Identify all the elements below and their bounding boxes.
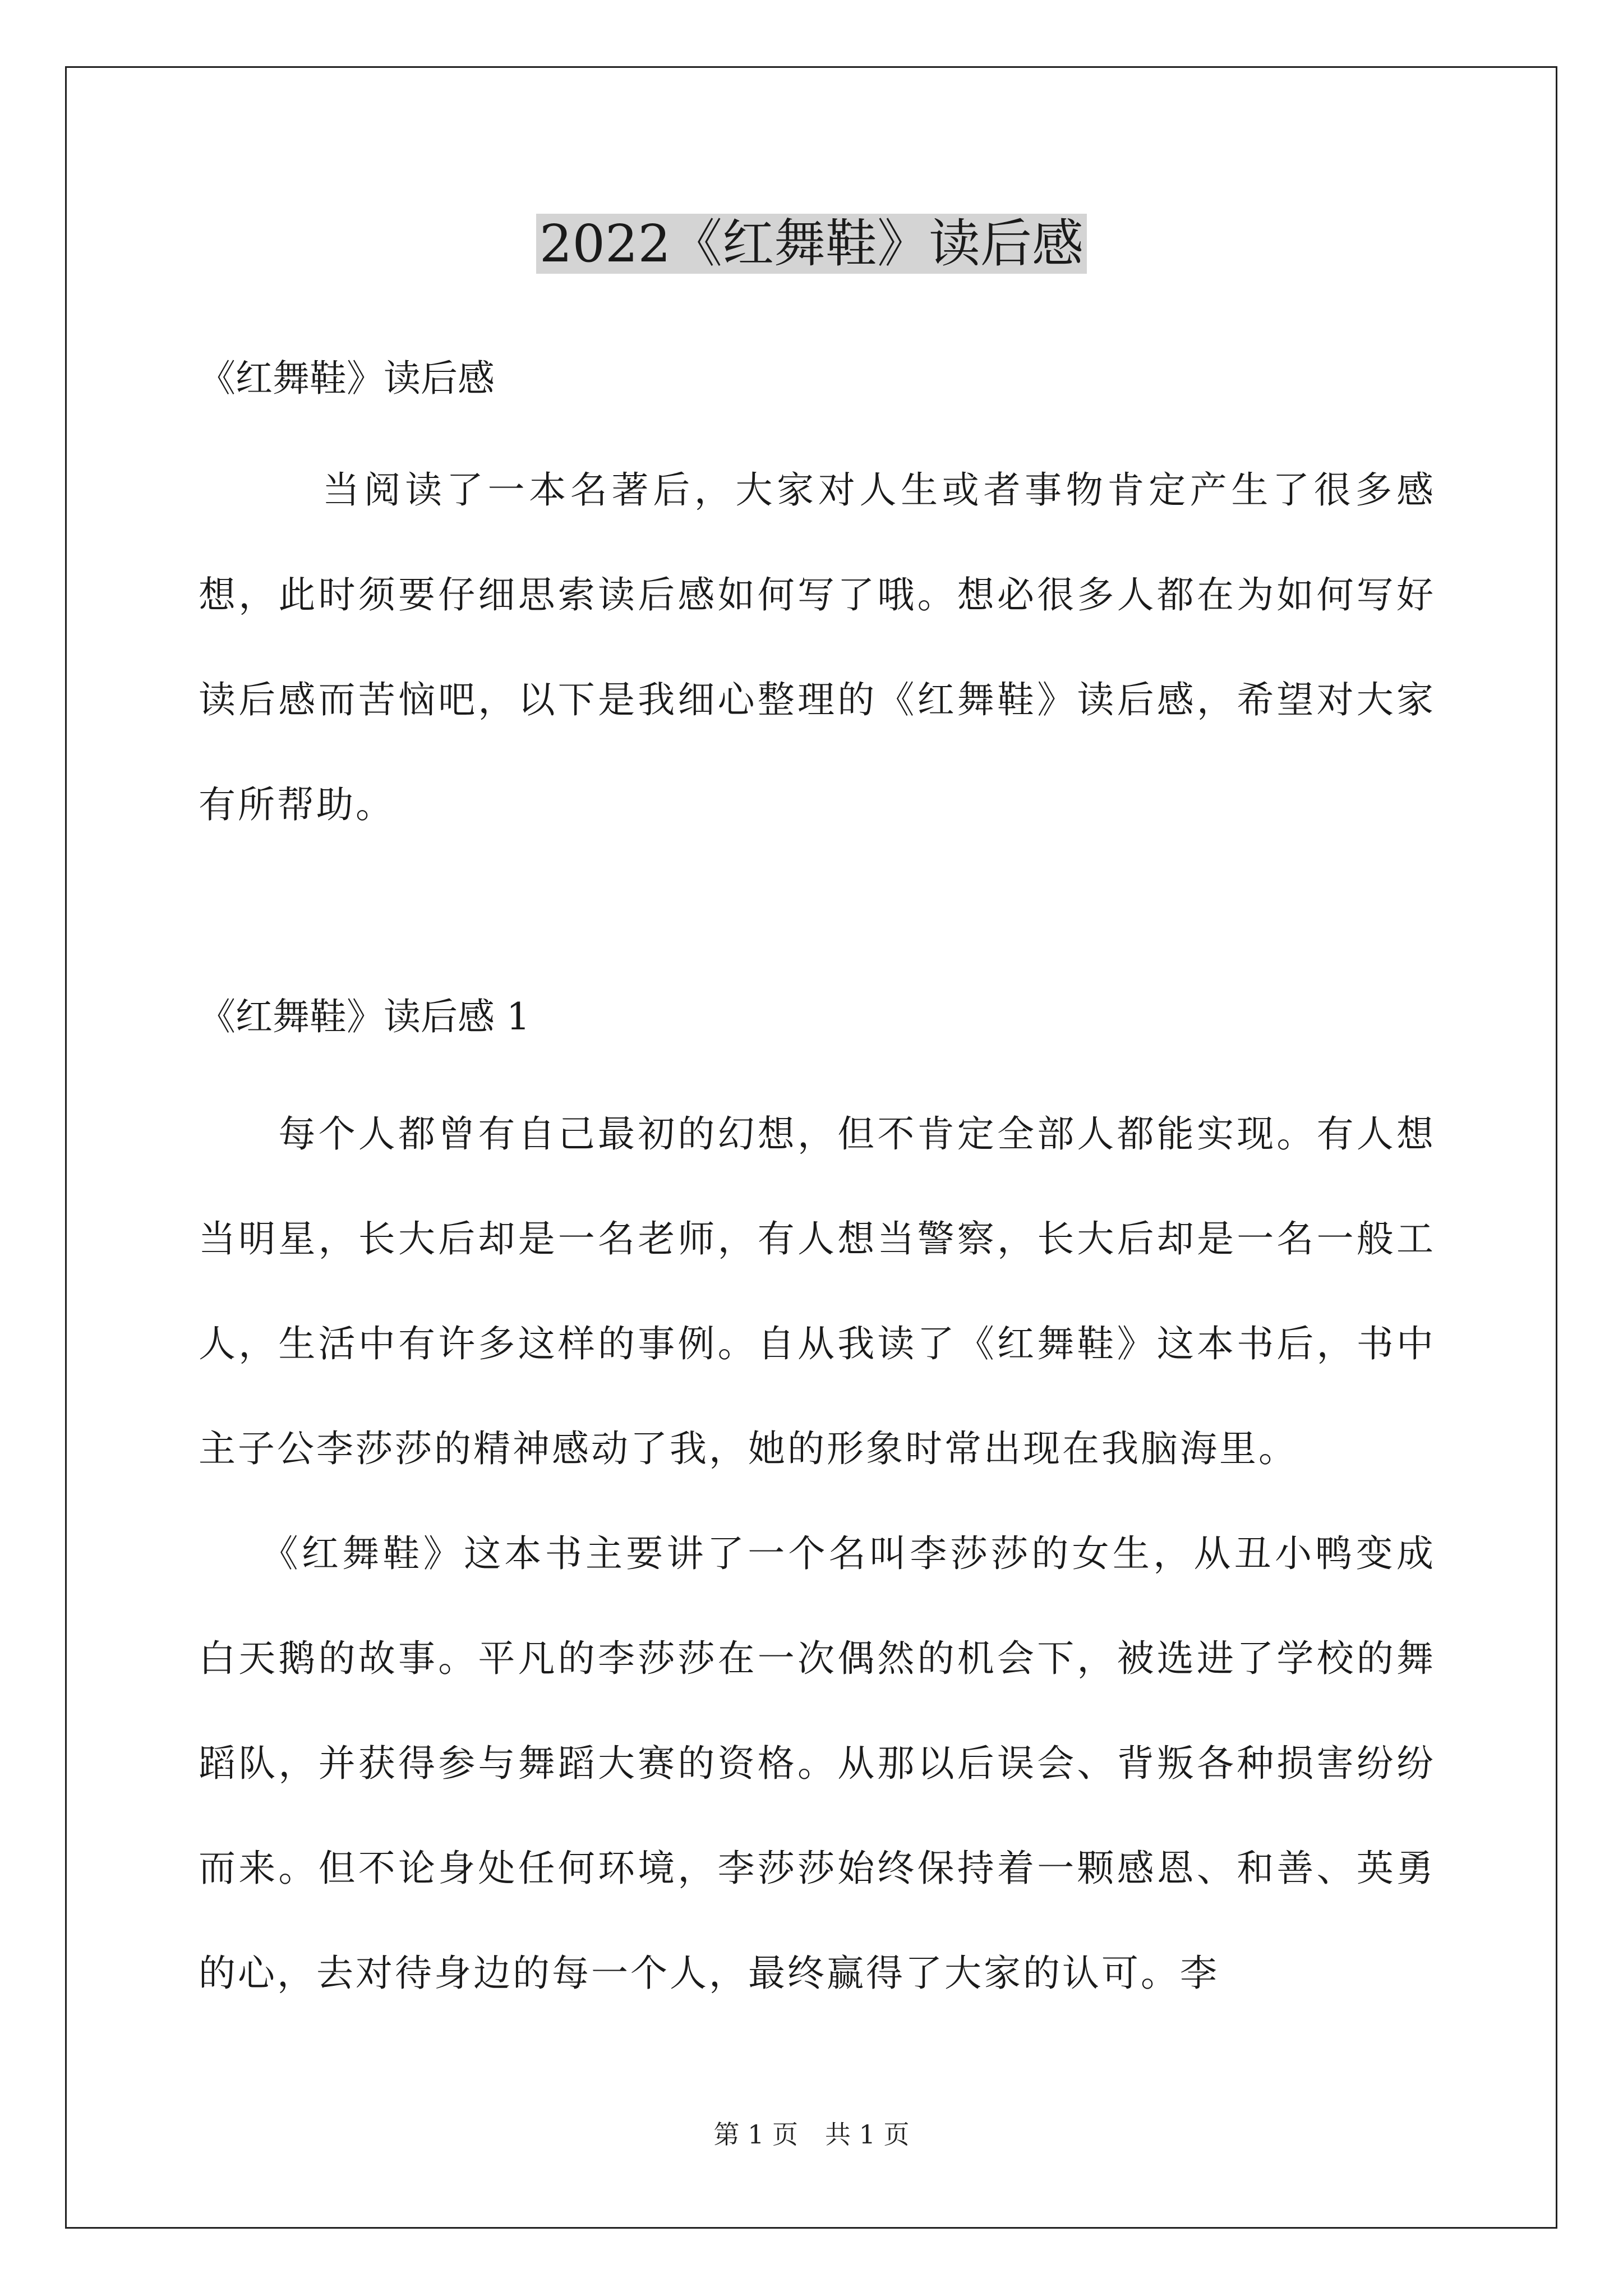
document-title [0, 208, 1623, 280]
page-number: 第 1 页 [713, 2119, 798, 2150]
intro-paragraph: 当阅读了一本名著后，大家对人生或者事物肯定产生了很多感想，此时须要仔细思索读后感如何写了哦。想必很多人都在为如何写好读后感而苦恼吧，以下是我细心整理的《红舞鞋》读后感，希望对大家有所帮助。 [199, 468, 1436, 826]
page-footer [0, 2118, 1623, 2151]
section-heading: 《红舞鞋》读后感 1 [199, 995, 530, 1038]
body-paragraph-2: 《红舞鞋》这本书主要讲了一个名叫李莎莎的女生，从丑小鸭变成白天鹅的故事。平凡的李莎莎在一次偶然的机会下，被选进了学校的舞蹈队，并获得参与舞蹈大赛的资格。从那以后误会、背叛各种损害纷纷而来。但不论身处任何环境，李莎莎始终保持着一颗感恩、和善、英勇的心，去对待身边的每一个人，最终赢得了大家的认可。李 [199, 1532, 1436, 1995]
document-body [199, 353, 1436, 2026]
page-total: 共 1 页 [825, 2119, 910, 2150]
body-paragraph-1: 每个人都曾有自己最初的幻想，但不肯定全部人都能实现。有人想当明星，长大后却是一名老师，有人想当警察，长大后却是一名一般工人，生活中有许多这样的事例。自从我读了《红舞鞋》这本书后，书中主子公李莎莎的精神感动了我，她的形象时常出现在我脑海里。 [199, 1112, 1436, 1470]
document-title-text: 2022《红舞鞋》读后感 [536, 214, 1087, 274]
intro-heading: 《红舞鞋》读后感 [199, 357, 495, 400]
